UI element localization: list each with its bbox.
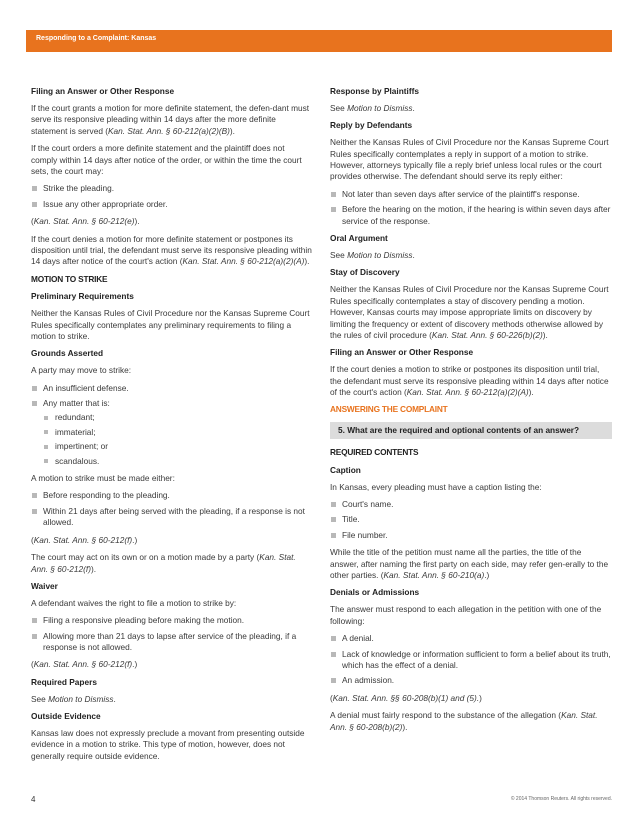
list-item: Within 21 days after being served with the pleading, if a response is not allowed. [31, 506, 313, 529]
header-bar [26, 30, 612, 52]
paragraph: The court may act on its own or on a motion made by a party (Kan. Stat. Ann. § 60-212(f)). [31, 552, 296, 574]
paragraph: If the court grants a motion for more definite statement, the defen-dant must serve its responsive pleading within 14 days after the more definite statement is served (Kan. Stat. Ann. § 60-212(a)(2)(B)). [31, 102, 310, 136]
section-heading-answering: ANSWERING THE COMPLAINT [330, 404, 448, 415]
sub-list-item: impertinent; or [43, 441, 313, 452]
list-item: Any matter that is: redundant; immaterial; impertinent; or scandalous. [31, 398, 313, 467]
sub-list-item: redundant; [43, 412, 313, 423]
cross-reference-link[interactable]: Motion to Dismiss [347, 249, 413, 260]
heading-denials-admissions: Denials or Admissions [330, 587, 420, 598]
paragraph: See Motion to Dismiss. [330, 102, 415, 113]
list-item: Allowing more than 21 days to lapse after service of the pleading, if a response is not allowed. [31, 631, 313, 654]
heading-caption: Caption [330, 464, 361, 475]
paragraph: Kansas law does not expressly preclude a movant from presenting outside evidence in a motion to strike. This type of motion, however, does not generally require outside evidence. [31, 728, 305, 761]
heading-filing-answer: Filing an Answer or Other Response [31, 86, 175, 96]
list-item: File number. [330, 530, 612, 541]
bullet-list [31, 183, 313, 210]
citation: (Kan. Stat. Ann. §§ 60-208(b)(1) and (5).) [330, 692, 482, 703]
paragraph: A motion to strike must be made either: [31, 473, 175, 484]
list-item: Lack of knowledge or information sufficient to form a belief about its truth, which has the effect of a denial. [330, 649, 612, 672]
paragraph: Neither the Kansas Rules of Civil Procedure nor the Kansas Supreme Court Rules specifically contemplates a reply in support of a motion to strike. However, attorneys typically file a reply brief unless local rules or the court provides otherwise. The defendant should serve its reply either: [330, 137, 609, 182]
sub-list [43, 412, 313, 467]
paragraph: Neither the Kansas Rules of Civil Procedure nor the Kansas Supreme Court Rules specifically contemplates a stay of discovery pending a motion. However, Kansas courts may impose appropriate limits on discovery by limiting the frequency or extent of discovery methods otherwise allowed by the rules of civil procedure (Kan. Stat. Ann. § 60-226(b)(2)). [330, 284, 609, 340]
heading-required-papers: Required Papers [31, 676, 97, 687]
list-item: Court's name. [330, 499, 612, 510]
heading-grounds: Grounds Asserted [31, 348, 104, 359]
list-item: Not later than seven days after service of the plaintiff's response. [330, 189, 612, 200]
heading-oral-argument: Oral Argument [330, 233, 388, 244]
list-item: Strike the pleading. [31, 183, 313, 194]
bullet-list [330, 499, 612, 541]
list-item: Issue any other appropriate order. [31, 199, 313, 210]
paragraph: In Kansas, every pleading must have a caption listing the: [330, 481, 542, 492]
sub-list-item: scandalous. [43, 456, 313, 467]
paragraph: A denial must fairly respond to the substance of the allegation (Kan. Stat. Ann. § 60-208(b)(2)). [330, 710, 598, 732]
paragraph: See Motion to Dismiss. [31, 693, 116, 704]
paragraph: See Motion to Dismiss. [330, 249, 415, 260]
heading-outside-evidence: Outside Evidence [31, 711, 101, 722]
header-title: Responding to a Complaint: Kansas [36, 35, 157, 42]
left-column [31, 86, 313, 768]
heading-waiver: Waiver [31, 580, 58, 591]
right-column [330, 86, 612, 739]
bullet-list [330, 189, 612, 227]
cross-reference-link[interactable]: Motion to Dismiss [347, 102, 413, 113]
paragraph: Neither the Kansas Rules of Civil Procedure nor the Kansas Supreme Court Rules specifically contemplates any preliminary requirements to filing a motion to strike. [31, 308, 310, 341]
list-item: Filing a responsive pleading before making the motion. [31, 615, 313, 626]
bullet-list [31, 490, 313, 528]
heading-preliminary: Preliminary Requirements [31, 291, 134, 302]
copyright-notice: © 2014 Thomson Reuters. All rights reserved. [510, 796, 612, 802]
heading-reply-defendants: Reply by Defendants [330, 120, 413, 131]
list-item: An insufficient defense. [31, 383, 313, 394]
section-heading-motion-to-strike: MOTION TO STRIKE [31, 273, 108, 284]
heading-filing-answer: Filing an Answer or Other Response [330, 347, 474, 358]
list-item: Before the hearing on the motion, if the hearing is within seven days after service of the response. [330, 204, 612, 227]
heading-response-plaintiffs: Response by Plaintiffs [330, 86, 419, 96]
paragraph: A party may move to strike: [31, 365, 132, 376]
bullet-list [330, 633, 612, 687]
list-item: An admission. [330, 675, 612, 686]
list-item: Title. [330, 514, 612, 525]
paragraph: The answer must respond to each allegation in the petition with one of the following: [330, 604, 602, 626]
list-item: Before responding to the pleading. [31, 490, 313, 501]
paragraph: If the court orders a more definite statement and the plaintiff does not comply within 14 days after notice of the order, or within the time the court sets, the court may: [31, 143, 302, 176]
citation: (Kan. Stat. Ann. § 60-212(f).) [31, 659, 138, 670]
bullet-list [31, 615, 313, 653]
page-number: 4 [31, 795, 36, 804]
question-box: 5. What are the required and optional contents of an answer? [330, 422, 612, 439]
paragraph: While the title of the petition must name all the parties, the title of the answer, after naming the first party on each side, may refer gen-erally to the other parties. (Kan. Stat. Ann. § 60-210(a).) [330, 547, 609, 580]
list-item: A denial. [330, 633, 612, 644]
heading-stay-discovery: Stay of Discovery [330, 267, 400, 278]
citation: (Kan. Stat. Ann. § 60-212(f).) [31, 534, 138, 545]
section-heading-required-contents: REQUIRED CONTENTS [330, 447, 419, 458]
cross-reference-link[interactable]: Motion to Dismiss [48, 693, 114, 704]
sub-list-item: immaterial; [43, 427, 313, 438]
citation: (Kan. Stat. Ann. § 60-212(e)). [31, 216, 140, 227]
paragraph: If the court denies a motion to strike or postpones its disposition until trial, the defendant must serve its responsive pleading within 14 days after notice of the court's action (Kan. Stat. Ann. § 60-212(a)(2)(A)). [330, 364, 609, 398]
bullet-list [31, 383, 313, 467]
paragraph: If the court denies a motion for more definite statement or postpones its disposition until trial, the defendant must serve its responsive pleading within 14 days after notice of the court's action (Kan. Stat. Ann. § 60-212(a)(2)(A)). [31, 233, 312, 267]
paragraph: A defendant waives the right to file a motion to strike by: [31, 597, 237, 608]
